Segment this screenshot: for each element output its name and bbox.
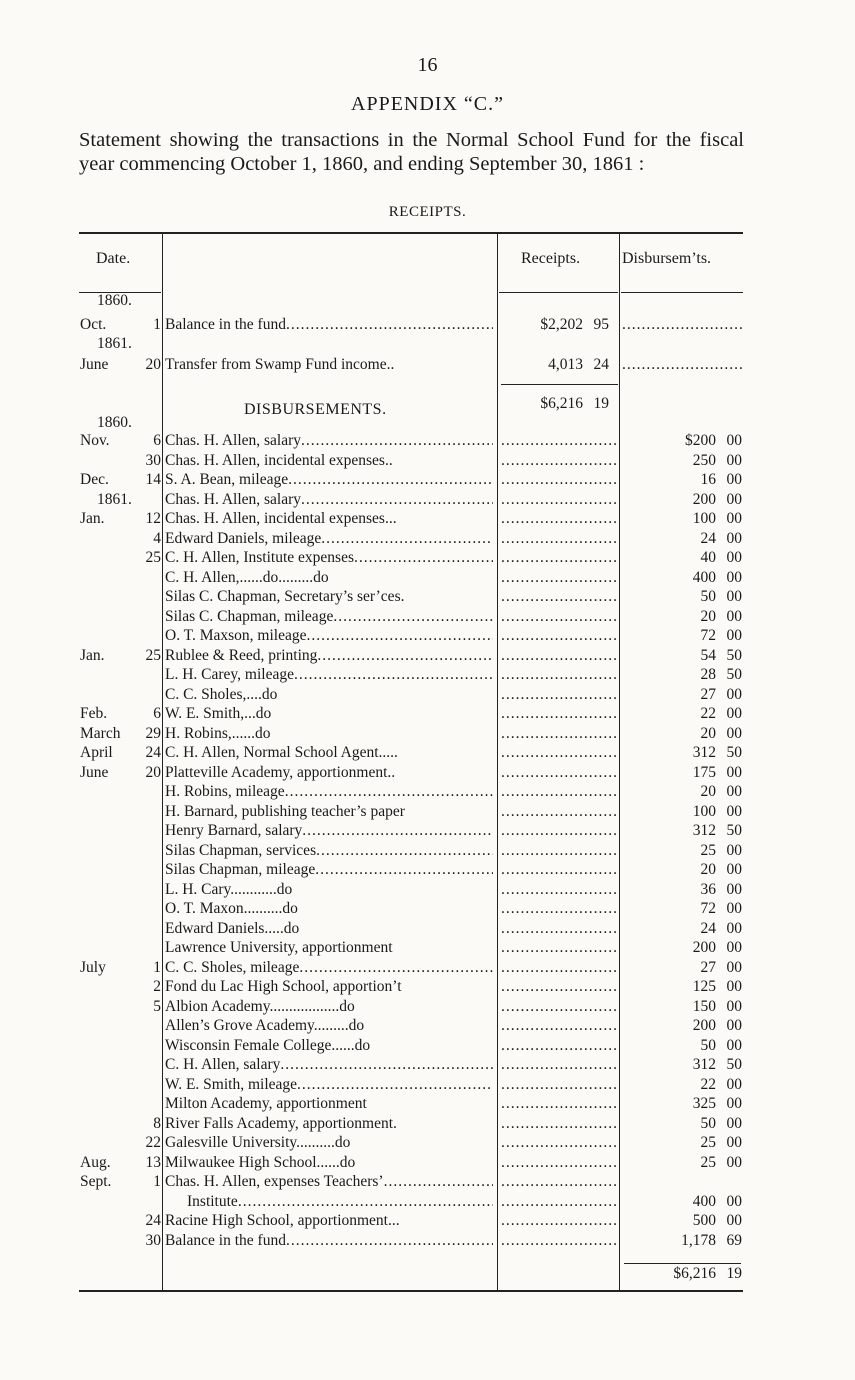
- table-row: [79, 470, 743, 490]
- receipts-leader: [501, 1114, 616, 1134]
- table-row: [79, 977, 743, 997]
- disbursement-description: Milton Academy, apportionment: [165, 1095, 367, 1112]
- receipts-leader: [501, 568, 616, 588]
- receipts-leader: [501, 1231, 616, 1251]
- day-label: 25: [145, 646, 161, 664]
- disbursement-dollars: 25: [700, 841, 716, 859]
- disbursement-description: Galesville University..........do: [165, 1134, 351, 1151]
- disbursement-cents: 50: [726, 744, 742, 761]
- disbursement-description: H. Barnard, publishing teacher’s paper: [165, 802, 405, 820]
- disbursement-dollars: 27: [700, 958, 716, 976]
- receipts-leader: [501, 587, 616, 607]
- day-label: 4: [153, 529, 161, 547]
- disbursement-cents: 00: [726, 900, 742, 917]
- disbursement-dollars: 24: [700, 529, 716, 547]
- disbursement-cents: 69: [726, 1231, 742, 1249]
- disbursement-description: Chas. H. Allen, salary: [165, 490, 302, 508]
- table-row: [79, 1153, 743, 1173]
- day-label: 24: [145, 1212, 161, 1229]
- disbursement-description: Albion Academy..................do: [165, 997, 355, 1015]
- year-label: 1861.: [97, 335, 132, 352]
- disbursement-description: Edward Daniels.....do: [165, 919, 300, 937]
- table-row: [79, 1133, 743, 1153]
- receipts-total-cents: 19: [593, 395, 609, 412]
- disbursement-cents: 00: [726, 705, 742, 722]
- table-row: [79, 355, 743, 375]
- disbursement-dollars: 400: [692, 568, 716, 586]
- disbursement-description: O. T. Maxon..........do: [165, 900, 298, 917]
- table-row: [79, 802, 743, 822]
- month-label: Oct.: [80, 316, 107, 333]
- disbursement-cents: 00: [726, 471, 742, 488]
- table-row: [79, 724, 743, 744]
- receipts-leader: [501, 841, 616, 861]
- month-label: June: [80, 763, 109, 781]
- disbursement-dollars: 200: [692, 490, 716, 508]
- disbursements-total-cents: 19: [726, 1265, 742, 1282]
- table-row: [79, 1075, 743, 1095]
- disbursement-dollars: 25: [700, 1134, 716, 1151]
- table-row-continuation: [79, 1192, 743, 1212]
- disbursement-cents: 00: [726, 1036, 742, 1054]
- disbursement-dollars: 16: [700, 471, 716, 488]
- disbursement-dollars: 175: [692, 763, 716, 781]
- receipts-leader: [501, 1036, 616, 1056]
- day-label: 14: [145, 471, 161, 488]
- day-label: 1: [153, 1173, 161, 1190]
- disbursements-year-row: [79, 413, 743, 433]
- receipts-leader: [501, 802, 616, 822]
- disbursement-cents: 00: [726, 763, 742, 781]
- table-row: [79, 1114, 743, 1134]
- disbursement-dollars: 50: [700, 1036, 716, 1054]
- table-row: [79, 1055, 743, 1075]
- disbursement-cents: 00: [726, 1075, 742, 1093]
- disbursement-description: C. H. Allen, salary: [165, 1056, 281, 1073]
- disbursement-description: Lawrence University, apportionment: [165, 939, 393, 956]
- table-row: [79, 1016, 743, 1036]
- month-label: Jan.: [80, 646, 105, 664]
- receipts-leader: [501, 1016, 616, 1036]
- disbursement-cents: 50: [726, 822, 742, 839]
- month-label: July: [80, 958, 106, 976]
- disbursement-cents: 00: [726, 529, 742, 547]
- receipts-leader: [501, 470, 616, 490]
- receipts-sum-rule: [501, 384, 618, 385]
- disbursement-cents: 00: [726, 880, 742, 898]
- disbursement-dollars: 50: [700, 588, 716, 605]
- disbursement-description: Silas Chapman, services: [165, 841, 317, 859]
- date-column-header: Date.: [96, 250, 131, 267]
- disbursement-dollars: 72: [700, 900, 716, 917]
- disbursement-description: Chas. H. Allen, incidental expenses..: [165, 451, 393, 469]
- disbursement-description: River Falls Academy, apportionment.: [165, 1114, 397, 1132]
- receipts-leader: [501, 763, 616, 783]
- year-label: 1861.: [97, 490, 132, 508]
- day-label: 22: [145, 1134, 161, 1151]
- disbursement-description: Silas Chapman, mileage: [165, 861, 316, 878]
- day-label: 30: [145, 1231, 161, 1249]
- day-label: 24: [145, 744, 161, 761]
- disbursement-cents: 00: [726, 978, 742, 995]
- table-row: [79, 997, 743, 1017]
- month-label: Feb.: [80, 705, 108, 722]
- disbursement-dollars: 20: [700, 783, 716, 800]
- disbursement-dollars: 312: [692, 1056, 716, 1073]
- disbursement-description: S. A. Bean, mileage: [165, 471, 289, 488]
- disbursements-heading: DISBURSEMENTS.: [244, 401, 387, 418]
- table-row: [79, 607, 743, 627]
- table-row: [79, 646, 743, 666]
- day-label: 20: [145, 356, 161, 373]
- disbursement-dollars: 500: [692, 1212, 716, 1229]
- receipt-description: Balance in the fund: [165, 316, 286, 333]
- disbursement-cents: 00: [726, 958, 742, 976]
- disbursement-cents: 00: [726, 919, 742, 937]
- table-row: [79, 685, 743, 705]
- day-label: 20: [145, 763, 161, 781]
- receipts-leader: [501, 743, 616, 763]
- disbursement-dollars: 20: [700, 607, 716, 625]
- intro-statement: Statement showing the transactions in the Normal School Fund for the fiscal year commencing October 1, 1860, and ending September 30, 1861 :: [79, 129, 744, 175]
- disbursement-dollars: 125: [692, 978, 716, 995]
- table-row: [79, 529, 743, 549]
- disbursement-description: H. Robins, mileage: [165, 783, 285, 800]
- disbursement-cents: 00: [726, 997, 742, 1015]
- table-row: [79, 743, 743, 763]
- disbursement-cents: 00: [726, 588, 742, 605]
- table-top-rule: [79, 232, 743, 234]
- disbursement-dollars: 100: [692, 510, 716, 527]
- receipts-leader: [501, 1094, 616, 1114]
- disbursement-dollars: 312: [692, 822, 716, 839]
- table-row: [79, 587, 743, 607]
- day-label: 1: [153, 958, 161, 976]
- disbursement-cents: 00: [726, 510, 742, 527]
- disbursement-dollars: 25: [700, 1153, 716, 1171]
- table-row: [79, 509, 743, 529]
- receipts-total-dollars: $6,216: [540, 395, 583, 412]
- table-row: [79, 1211, 743, 1231]
- disbursement-dollars: 1,178: [681, 1231, 716, 1249]
- disbursement-dollars: 50: [700, 1114, 716, 1132]
- disbursement-description: L. H. Cary............do: [165, 880, 293, 898]
- disbursement-cents: 00: [726, 568, 742, 586]
- disbursement-cents: 00: [726, 607, 742, 625]
- receipts-leader: [501, 997, 616, 1017]
- disbursement-description: L. H. Carey, mileage: [165, 666, 294, 683]
- disbursement-description: Chas. H. Allen, expenses Teachers’: [165, 1173, 384, 1190]
- day-label: 2: [153, 978, 161, 995]
- receipt-dollars: 4,013: [548, 356, 583, 373]
- receipts-leader: [501, 1075, 616, 1095]
- page-number: 16: [417, 54, 438, 76]
- disbursement-description: C. C. Sholes, mileage: [165, 958, 300, 976]
- disbursement-description: O. T. Maxson, mileage: [165, 627, 307, 644]
- day-label: 25: [145, 549, 161, 566]
- receipts-leader: [501, 704, 616, 724]
- day-label: 30: [145, 451, 161, 469]
- disbursement-description: Milwaukee High School......do: [165, 1153, 356, 1171]
- receipts-leader: [501, 977, 616, 997]
- disbursement-cents: 00: [726, 724, 742, 742]
- table-row: [79, 665, 743, 685]
- receipts-column-header: Receipts.: [521, 250, 581, 267]
- disbursement-dollars: 40: [700, 549, 716, 566]
- disbursement-dollars: 150: [692, 997, 716, 1015]
- disbursement-description: C. H. Allen,......do.........do: [165, 568, 329, 586]
- day-label: 6: [153, 705, 161, 722]
- table-row: [79, 568, 743, 588]
- disbursement-dollars: 325: [692, 1095, 716, 1112]
- disbursement-cents: 00: [726, 1017, 742, 1034]
- disbursement-dollars: 28: [700, 666, 716, 683]
- table-bottom-rule: [79, 1290, 743, 1292]
- receipts-total-row: [79, 394, 743, 414]
- disbursement-cents: 00: [726, 861, 742, 878]
- receipts-leader: [501, 1153, 616, 1173]
- receipts-leader: [501, 782, 616, 802]
- disbursement-dollars: 20: [700, 724, 716, 742]
- disbursement-cents: 00: [726, 432, 742, 449]
- receipts-leader: [501, 548, 616, 568]
- disbursement-description: Rublee & Reed, printing: [165, 646, 318, 664]
- receipts-leader: [501, 724, 616, 744]
- disbursement-description: Chas. H. Allen, salary: [165, 432, 302, 449]
- disbursement-description: W. E. Smith, mileage: [165, 1075, 298, 1093]
- disbursement-cents: 00: [726, 1153, 742, 1171]
- month-label: Jan.: [80, 510, 105, 527]
- disbursement-description: Wisconsin Female College......do: [165, 1036, 371, 1054]
- day-label: 6: [153, 432, 161, 449]
- receipt-cents: 95: [593, 316, 609, 333]
- disbursement-dollars: 22: [700, 1075, 716, 1093]
- receipts-leader: [501, 938, 616, 958]
- disbursement-description: Silas C. Chapman, Secretary’s ser’ces.: [165, 588, 405, 605]
- month-label: April: [80, 744, 113, 761]
- disbursement-dollars: 36: [700, 880, 716, 898]
- month-label: Nov.: [80, 432, 110, 449]
- receipt-year-row: [79, 291, 743, 311]
- disbursement-description: C. C. Sholes,....do: [165, 685, 278, 703]
- receipt-dollars: $2,202: [540, 316, 583, 333]
- receipts-leader: [501, 1172, 616, 1192]
- year-label: 1860.: [97, 292, 132, 309]
- receipts-leader: [501, 958, 616, 978]
- disbursement-dollars: 24: [700, 919, 716, 937]
- receipts-leader: [501, 880, 616, 900]
- month-label: March: [80, 724, 121, 742]
- disbursement-description: Henry Barnard, salary: [165, 822, 303, 839]
- disbursements-total-dollars: $6,216: [673, 1265, 716, 1282]
- disbursement-dollars: 312: [692, 744, 716, 761]
- disbursement-description: Fond du Lac High School, apportion’t: [165, 978, 402, 995]
- disbursement-cents: 00: [726, 1212, 742, 1229]
- disbursement-cents: 50: [726, 646, 742, 664]
- day-label: 13: [145, 1153, 161, 1171]
- disbursement-dollars: 27: [700, 685, 716, 703]
- ledger-table: [79, 228, 743, 1296]
- disbursement-cents: 00: [726, 1192, 742, 1210]
- month-label: Dec.: [80, 471, 109, 488]
- receipts-leader: [501, 665, 616, 685]
- table-row: [79, 431, 743, 451]
- receipts-leader: [501, 529, 616, 549]
- disbursement-description: Balance in the fund: [165, 1231, 286, 1249]
- disbursement-cents: 00: [726, 490, 742, 508]
- receipts-leader: [501, 509, 616, 529]
- year-label: 1860.: [97, 414, 132, 431]
- disbursements-column-header: Disbursem’ts.: [622, 250, 712, 267]
- disbursement-cents: 50: [726, 1056, 742, 1073]
- disbursement-cents: 00: [726, 1095, 742, 1112]
- receipts-leader: [501, 451, 616, 471]
- receipts-leader: [501, 646, 616, 666]
- disbursement-description: Silas C. Chapman, mileage: [165, 607, 334, 625]
- day-label: 29: [145, 724, 161, 742]
- disbursement-cents: 00: [726, 802, 742, 820]
- table-row: [79, 919, 743, 939]
- receipts-leader: [501, 860, 616, 880]
- disbursement-description: W. E. Smith,...do: [165, 705, 272, 722]
- table-row: [79, 841, 743, 861]
- table-row: [79, 704, 743, 724]
- receipts-leader: [501, 899, 616, 919]
- receipts-heading: RECEIPTS.: [388, 204, 467, 220]
- day-label: 12: [145, 510, 161, 527]
- table-row: [79, 763, 743, 783]
- disbursement-cents: 00: [726, 1114, 742, 1132]
- disbursement-dollars: 250: [692, 451, 716, 469]
- table-row: [79, 958, 743, 978]
- disbursement-description: C. H. Allen, Normal School Agent.....: [165, 744, 398, 761]
- disbursement-dollars: 72: [700, 627, 716, 644]
- month-label: Aug.: [80, 1153, 111, 1171]
- receipts-leader: [501, 1211, 616, 1231]
- disbursement-cents: 00: [726, 685, 742, 703]
- table-row: [79, 315, 743, 335]
- receipts-leader: [501, 607, 616, 627]
- receipt-year-row: [79, 334, 743, 354]
- table-row: [79, 1172, 743, 1192]
- disbursement-description-continuation: Institute: [187, 1192, 238, 1210]
- month-label: June: [80, 356, 109, 373]
- receipts-leader: [501, 490, 616, 510]
- table-row: [79, 626, 743, 646]
- month-label: Sept.: [80, 1173, 112, 1190]
- table-row: [79, 880, 743, 900]
- receipt-description: Transfer from Swamp Fund income..: [165, 356, 395, 373]
- disbursement-description: H. Robins,......do: [165, 724, 271, 742]
- disbursement-cents: 00: [726, 841, 742, 859]
- receipts-leader: [501, 1133, 616, 1153]
- disbursement-description: Racine High School, apportionment...: [165, 1212, 400, 1229]
- disbursement-dollars: 400: [692, 1192, 716, 1210]
- table-row: [79, 782, 743, 802]
- receipts-leader: [501, 821, 616, 841]
- disbursement-cents: 00: [726, 549, 742, 566]
- disbursement-description: Edward Daniels, mileage: [165, 529, 322, 547]
- table-row: [79, 938, 743, 958]
- day-label: 5: [153, 997, 161, 1015]
- receipts-leader: [501, 1192, 616, 1212]
- disbursement-cents: 00: [726, 783, 742, 800]
- day-label: 1: [153, 316, 161, 333]
- disbursement-dollars: 54: [700, 646, 716, 664]
- receipt-cents: 24: [593, 356, 609, 373]
- table-row: [79, 860, 743, 880]
- disbursement-dollars: 200: [692, 939, 716, 956]
- disbursements-total-row: [79, 1264, 743, 1284]
- receipts-leader: [501, 685, 616, 705]
- receipts-leader: [501, 431, 616, 451]
- table-row: [79, 821, 743, 841]
- disbursement-description: Platteville Academy, apportionment..: [165, 763, 396, 781]
- table-row: [79, 490, 743, 510]
- disbursement-cents: 00: [726, 939, 742, 956]
- disbursement-cents: 00: [726, 451, 742, 469]
- disbursement-cents: 00: [726, 1134, 742, 1151]
- receipts-leader: [501, 919, 616, 939]
- receipts-leader: [501, 1055, 616, 1075]
- disbursement-dollars: 200: [692, 1017, 716, 1034]
- day-label: 8: [153, 1114, 161, 1132]
- table-row: [79, 451, 743, 471]
- disbursement-cents: 50: [726, 666, 742, 683]
- disbursement-dollars: 22: [700, 705, 716, 722]
- disbursement-description: C. H. Allen, Institute expenses: [165, 549, 354, 566]
- table-row: [79, 1094, 743, 1114]
- disbursement-dollars: $200: [685, 432, 716, 449]
- disbursement-dollars: 100: [692, 802, 716, 820]
- table-row: [79, 899, 743, 919]
- table-row: [79, 1036, 743, 1056]
- appendix-title: APPENDIX “C.”: [351, 93, 504, 115]
- disbursement-cents: 00: [726, 627, 742, 644]
- disbursement-description: Chas. H. Allen, incidental expenses...: [165, 510, 397, 527]
- disbursement-description: Allen’s Grove Academy.........do: [165, 1017, 365, 1034]
- disbursement-dollars: 20: [700, 861, 716, 878]
- receipts-leader: [501, 626, 616, 646]
- table-row: [79, 548, 743, 568]
- table-row: [79, 1231, 743, 1251]
